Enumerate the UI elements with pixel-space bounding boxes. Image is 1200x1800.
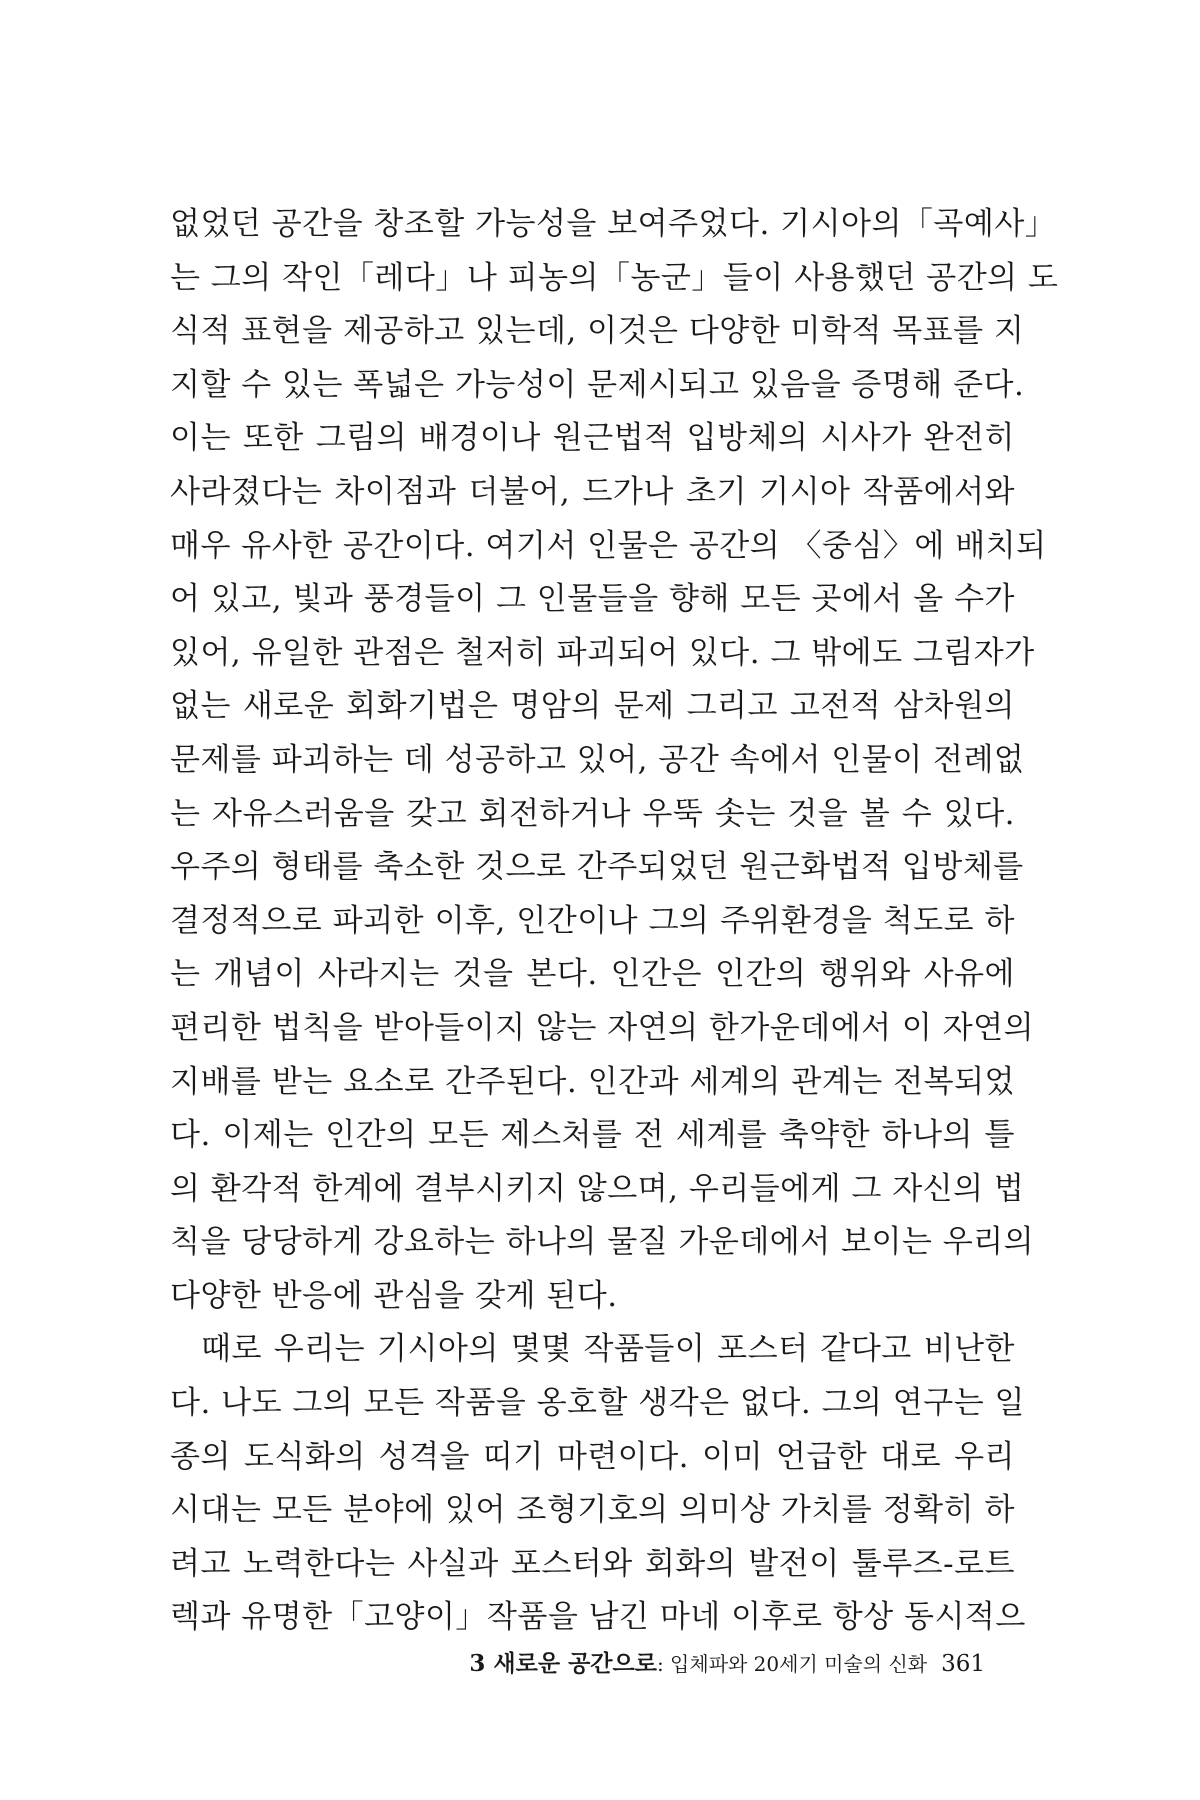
text-line: 칙을 당당하게 강요하는 하나의 물질 가운데에서 보이는 우리의	[170, 1224, 1035, 1261]
text-line: 편리한 법칙을 받아들이지 않는 자연의 한가운데에서 이 자연의	[170, 1009, 1035, 1046]
text-line: 매우 유사한 공간이다. 여기서 인물은 공간의 〈중심〉에 배치되	[170, 527, 1047, 564]
text-line: 시대는 모든 분야에 있어 조형기호의 의미상 가치를 정확히 하	[170, 1492, 1015, 1529]
paragraph-start-line: 때로 우리는 기시아의 몇몇 작품들이 포스터 같다고 비난한	[201, 1331, 1015, 1368]
text-line: 없는 새로운 회화기법은 명암의 문제 그리고 고전적 삼차원의	[170, 688, 1015, 725]
text-line: 는 그의 작인「레다」나 피농의「농군」들이 사용했던 공간의 도	[170, 259, 1059, 296]
text-line: 다. 이제는 인간의 모든 제스처를 전 세계를 축약한 하나의 틀	[170, 1117, 1015, 1154]
text-line: 어 있고, 빛과 풍경들이 그 인물들을 향해 모든 곳에서 올 수가	[170, 581, 1015, 618]
text-line: 다양한 반응에 관심을 갖게 된다.	[170, 1277, 618, 1314]
text-line: 사라졌다는 차이점과 더불어, 드가나 초기 기시아 작품에서와	[170, 473, 1015, 510]
text-line: 우주의 형태를 축소한 것으로 간주되었던 원근화법적 입방체를	[170, 849, 1024, 886]
text-line: 식적 표현을 제공하고 있는데, 이것은 다양한 미학적 목표를 지	[170, 313, 1025, 350]
page-number: 361	[941, 1651, 985, 1677]
text-line: 종의 도식화의 성격을 띠기 마련이다. 이미 언급한 대로 우리	[170, 1438, 1015, 1475]
text-line: 지배를 받는 요소로 간주된다. 인간과 세계의 관계는 전복되었	[170, 1063, 1015, 1100]
text-line: 지할 수 있는 폭넓은 가능성이 문제시되고 있음을 증명해 준다.	[170, 366, 1025, 403]
text-line: 는 개념이 사라지는 것을 본다. 인간은 인간의 행위와 사유에	[170, 956, 1015, 993]
text-line: 문제를 파괴하는 데 성공하고 있어, 공간 속에서 인물이 전례없	[170, 741, 1025, 778]
text-line: 는 자유스러움을 갖고 회전하거나 우뚝 솟는 것을 볼 수 있다.	[170, 795, 1015, 832]
text-line: 다. 나도 그의 모든 작품을 옹호할 생각은 없다. 그의 연구는 일	[170, 1385, 1025, 1422]
chapter-subtitle: : 입체파와 20세기 미술의 신화	[656, 1652, 928, 1676]
text-line: 렉과 유명한「고양이」작품을 남긴 마네 이후로 항상 동시적으	[170, 1599, 1026, 1636]
text-line: 려고 노력한다는 사실과 포스터와 회화의 발전이 툴루즈-로트	[170, 1545, 1015, 1582]
text-line: 의 환각적 한계에 결부시키지 않으며, 우리들에게 그 자신의 법	[170, 1170, 1025, 1207]
text-line: 이는 또한 그림의 배경이나 원근법적 입방체의 시사가 완전히	[170, 420, 1015, 457]
text-line: 결정적으로 파괴한 이후, 인간이나 그의 주위환경을 척도로 하	[170, 902, 1015, 939]
text-line: 있어, 유일한 관점은 철저히 파괴되어 있다. 그 밖에도 그림자가	[170, 634, 1035, 671]
running-footer	[0, 1645, 985, 1678]
body-text	[170, 198, 1059, 1645]
chapter-title: 3 새로운 공간으로	[469, 1650, 657, 1677]
text-line: 없었던 공간을 창조할 가능성을 보여주었다. 기시아의「곡예사」	[170, 206, 1057, 242]
